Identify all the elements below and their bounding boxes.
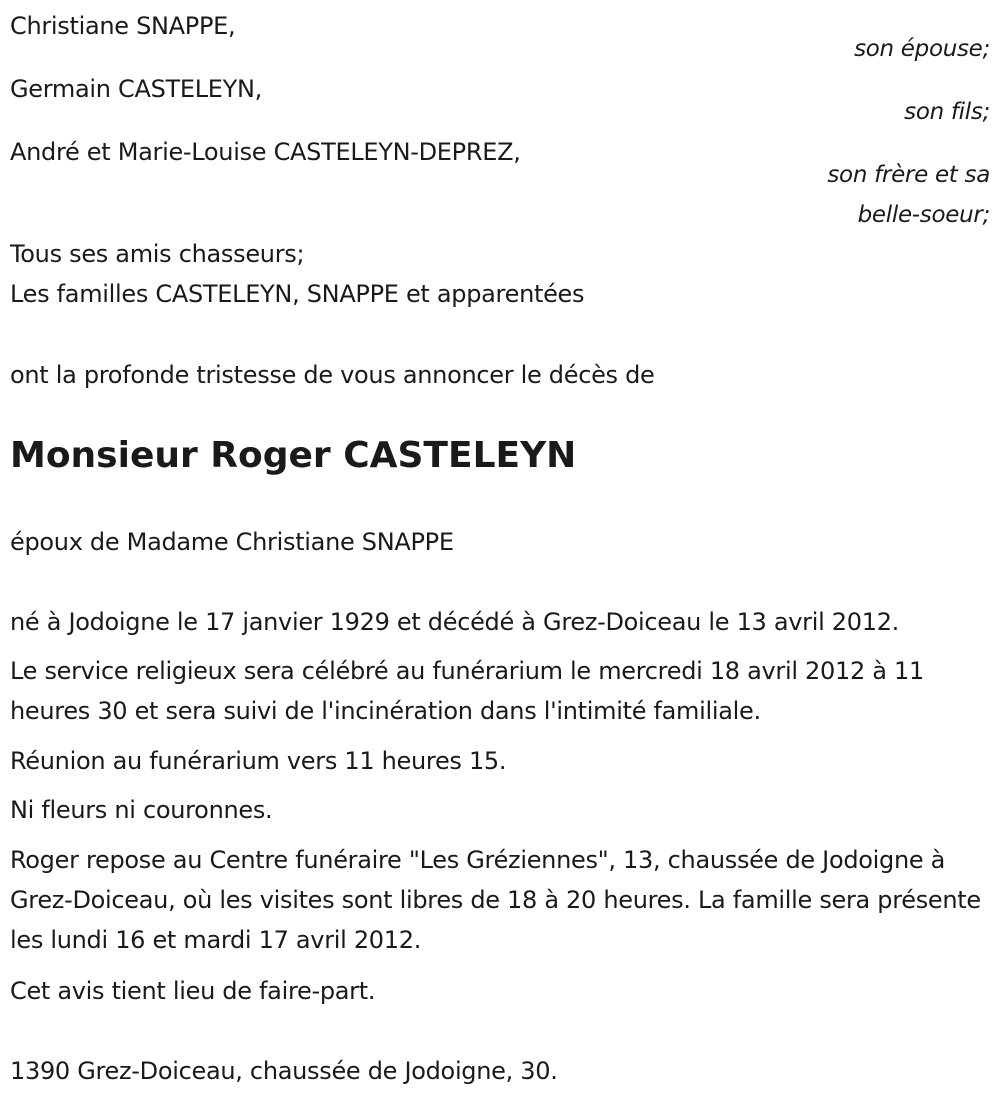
families-line: Les familles CASTELEYN, SNAPPE et apparentées bbox=[10, 280, 585, 308]
family-member-relation: son fils; bbox=[904, 99, 990, 125]
deceased-name: Monsieur Roger CASTELEYN bbox=[10, 435, 577, 476]
announcement-text: ont la profonde tristesse de vous annoncer le décès de bbox=[10, 361, 655, 389]
obituary-notice bbox=[10, 0, 990, 1105]
family-member-relation: son frère et sa bbox=[827, 162, 990, 188]
friends-line: Tous ses amis chasseurs; bbox=[10, 240, 305, 268]
family-member-name: Germain CASTELEYN, bbox=[10, 75, 263, 103]
birth-death-line: né à Jodoigne le 17 janvier 1929 et décédé à Grez-Doiceau le 13 avril 2012. bbox=[10, 608, 899, 636]
rest-paragraph: Roger repose au Centre funéraire "Les Gréziennes", 13, chaussée de Jodoigne à Grez-Doiceau, où les visites sont libres de 18 à 20 heures. La famille sera présente les lundi 16 et mardi 17 avril 2012. bbox=[10, 846, 981, 954]
notice-line: Cet avis tient lieu de faire-part. bbox=[10, 977, 376, 1005]
family-member-name: Christiane SNAPPE, bbox=[10, 12, 236, 40]
service-paragraph: Le service religieux sera célébré au funérarium le mercredi 18 avril 2012 à 11 heures 30 et sera suivi de l'incinération dans l'intimité familiale. bbox=[10, 657, 924, 725]
family-member-name: André et Marie-Louise CASTELEYN-DEPREZ, bbox=[10, 138, 521, 166]
flowers-line: Ni fleurs ni couronnes. bbox=[10, 796, 273, 824]
meeting-line: Réunion au funérarium vers 11 heures 15. bbox=[10, 747, 507, 775]
address-line: 1390 Grez-Doiceau, chaussée de Jodoigne, 30. bbox=[10, 1057, 558, 1085]
family-member-relation: belle-soeur; bbox=[857, 202, 990, 228]
family-member-relation: son épouse; bbox=[854, 36, 990, 62]
spouse-line: époux de Madame Christiane SNAPPE bbox=[10, 528, 454, 556]
